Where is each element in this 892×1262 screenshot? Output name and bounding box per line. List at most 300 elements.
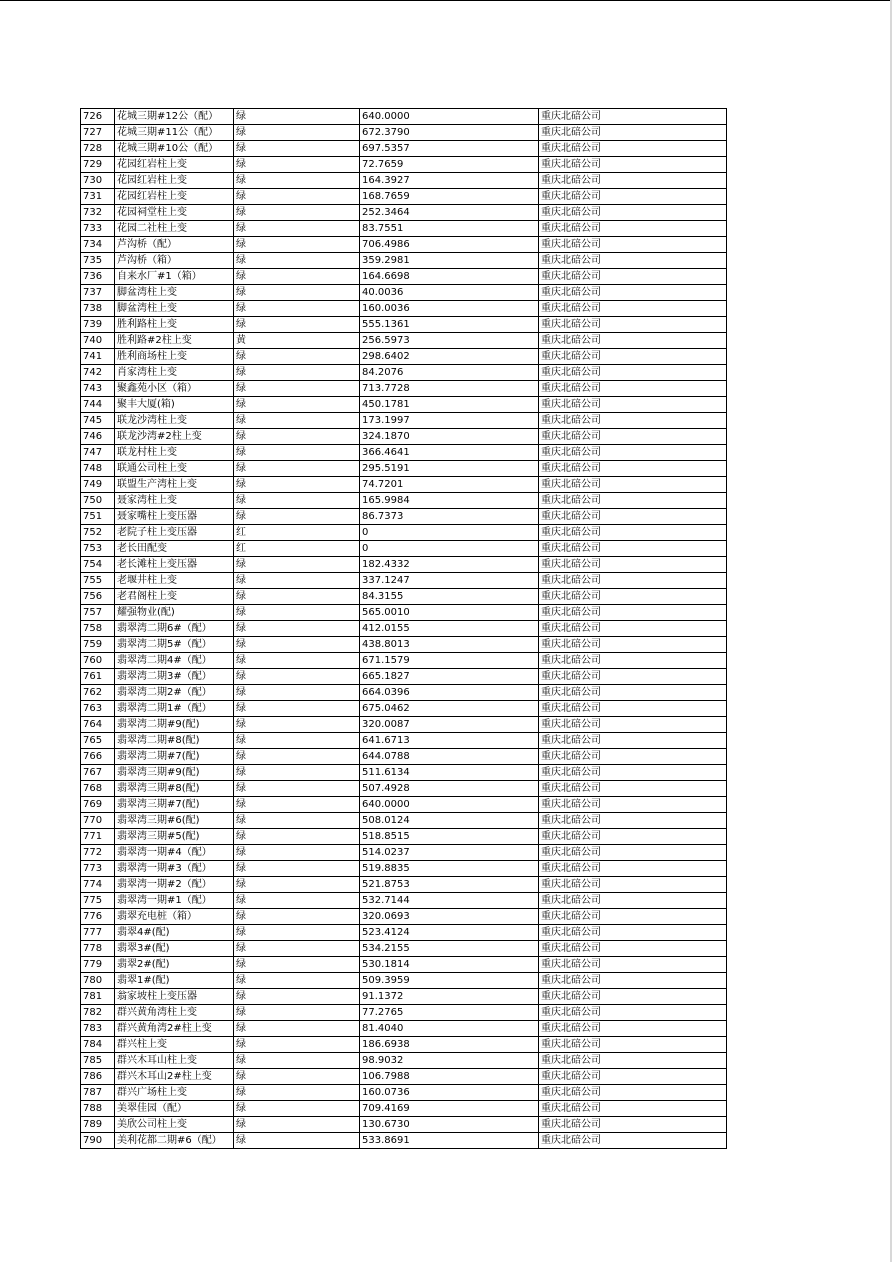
company-cell: 重庆北碚公司 — [539, 797, 727, 813]
value-cell: 706.4986 — [360, 237, 539, 253]
status-cell: 绿 — [234, 381, 360, 397]
status-cell: 绿 — [234, 669, 360, 685]
value-cell: 77.2765 — [360, 1005, 539, 1021]
table-row — [81, 621, 727, 637]
row-number-cell: 763 — [81, 701, 115, 717]
name-cell: 花城三期#10公（配） — [115, 141, 234, 157]
name-cell: 芦沟桥（箱） — [115, 253, 234, 269]
status-cell: 绿 — [234, 957, 360, 973]
status-cell: 绿 — [234, 797, 360, 813]
row-number-cell: 750 — [81, 493, 115, 509]
row-number-cell: 761 — [81, 669, 115, 685]
status-cell: 绿 — [234, 285, 360, 301]
table-row — [81, 381, 727, 397]
name-cell: 翡翠湾三期#7(配) — [115, 797, 234, 813]
row-number-cell: 771 — [81, 829, 115, 845]
name-cell: 翡翠湾三期#5(配) — [115, 829, 234, 845]
table-row — [81, 445, 727, 461]
name-cell: 美欣公司柱上变 — [115, 1117, 234, 1133]
row-number-cell: 753 — [81, 541, 115, 557]
company-cell: 重庆北碚公司 — [539, 637, 727, 653]
name-cell: 翡翠湾二期#8(配) — [115, 733, 234, 749]
status-cell: 绿 — [234, 893, 360, 909]
company-cell: 重庆北碚公司 — [539, 477, 727, 493]
name-cell: 翡翠湾二期6#（配） — [115, 621, 234, 637]
row-number-cell: 769 — [81, 797, 115, 813]
value-cell: 320.0087 — [360, 717, 539, 733]
status-cell: 绿 — [234, 237, 360, 253]
name-cell: 花园二社柱上变 — [115, 221, 234, 237]
status-cell: 绿 — [234, 461, 360, 477]
value-cell: 555.1361 — [360, 317, 539, 333]
table-row — [81, 541, 727, 557]
status-cell: 绿 — [234, 589, 360, 605]
value-cell: 84.3155 — [360, 589, 539, 605]
row-number-cell: 774 — [81, 877, 115, 893]
value-cell: 86.7373 — [360, 509, 539, 525]
value-cell: 106.7988 — [360, 1069, 539, 1085]
table-row — [81, 893, 727, 909]
row-number-cell: 764 — [81, 717, 115, 733]
status-cell: 绿 — [234, 1005, 360, 1021]
value-cell: 709.4169 — [360, 1101, 539, 1117]
company-cell: 重庆北碚公司 — [539, 749, 727, 765]
name-cell: 花园红岩柱上变 — [115, 189, 234, 205]
status-cell: 绿 — [234, 1069, 360, 1085]
value-cell: 640.0000 — [360, 109, 539, 125]
company-cell: 重庆北碚公司 — [539, 1085, 727, 1101]
company-cell: 重庆北碚公司 — [539, 925, 727, 941]
company-cell: 重庆北碚公司 — [539, 941, 727, 957]
value-cell: 533.8691 — [360, 1133, 539, 1149]
value-cell: 130.6730 — [360, 1117, 539, 1133]
table-row — [81, 301, 727, 317]
name-cell: 翡翠湾二期#9(配) — [115, 717, 234, 733]
value-cell: 84.2076 — [360, 365, 539, 381]
value-cell: 160.0036 — [360, 301, 539, 317]
row-number-cell: 790 — [81, 1133, 115, 1149]
status-cell: 绿 — [234, 125, 360, 141]
table-row — [81, 845, 727, 861]
table-row — [81, 333, 727, 349]
row-number-cell: 786 — [81, 1069, 115, 1085]
table-row — [81, 157, 727, 173]
name-cell: 老堰井柱上变 — [115, 573, 234, 589]
table-row — [81, 557, 727, 573]
value-cell: 83.7551 — [360, 221, 539, 237]
row-number-cell: 755 — [81, 573, 115, 589]
company-cell: 重庆北碚公司 — [539, 317, 727, 333]
value-cell: 164.3927 — [360, 173, 539, 189]
name-cell: 美利花都二期#6（配） — [115, 1133, 234, 1149]
name-cell: 花园红岩柱上变 — [115, 157, 234, 173]
company-cell: 重庆北碚公司 — [539, 845, 727, 861]
table-row — [81, 125, 727, 141]
row-number-cell: 759 — [81, 637, 115, 653]
row-number-cell: 754 — [81, 557, 115, 573]
status-cell: 绿 — [234, 1117, 360, 1133]
name-cell: 花园祠堂柱上变 — [115, 205, 234, 221]
value-cell: 320.0693 — [360, 909, 539, 925]
row-number-cell: 733 — [81, 221, 115, 237]
name-cell: 翡翠湾二期2#（配） — [115, 685, 234, 701]
value-cell: 508.0124 — [360, 813, 539, 829]
value-cell: 256.5973 — [360, 333, 539, 349]
value-cell: 160.0736 — [360, 1085, 539, 1101]
row-number-cell: 731 — [81, 189, 115, 205]
row-number-cell: 776 — [81, 909, 115, 925]
row-number-cell: 739 — [81, 317, 115, 333]
company-cell: 重庆北碚公司 — [539, 573, 727, 589]
status-cell: 绿 — [234, 733, 360, 749]
name-cell: 翡翠湾一期#1（配） — [115, 893, 234, 909]
company-cell: 重庆北碚公司 — [539, 877, 727, 893]
row-number-cell: 752 — [81, 525, 115, 541]
company-cell: 重庆北碚公司 — [539, 349, 727, 365]
table-row — [81, 653, 727, 669]
value-cell: 664.0396 — [360, 685, 539, 701]
company-cell: 重庆北碚公司 — [539, 189, 727, 205]
value-cell: 514.0237 — [360, 845, 539, 861]
row-number-cell: 756 — [81, 589, 115, 605]
name-cell: 翡翠3#(配) — [115, 941, 234, 957]
name-cell: 老长滩柱上变压器 — [115, 557, 234, 573]
company-cell: 重庆北碚公司 — [539, 461, 727, 477]
value-cell: 511.6134 — [360, 765, 539, 781]
name-cell: 群兴广场柱上变 — [115, 1085, 234, 1101]
status-cell: 绿 — [234, 365, 360, 381]
row-number-cell: 748 — [81, 461, 115, 477]
name-cell: 翡翠湾一期#2（配） — [115, 877, 234, 893]
status-cell: 绿 — [234, 157, 360, 173]
value-cell: 298.6402 — [360, 349, 539, 365]
table-row — [81, 701, 727, 717]
status-cell: 绿 — [234, 829, 360, 845]
row-number-cell: 787 — [81, 1085, 115, 1101]
company-cell: 重庆北碚公司 — [539, 893, 727, 909]
status-cell: 绿 — [234, 925, 360, 941]
row-number-cell: 762 — [81, 685, 115, 701]
company-cell: 重庆北碚公司 — [539, 909, 727, 925]
row-number-cell: 788 — [81, 1101, 115, 1117]
name-cell: 联龙沙湾柱上变 — [115, 413, 234, 429]
name-cell: 聂家嘴柱上变压器 — [115, 509, 234, 525]
table-row — [81, 349, 727, 365]
value-cell: 252.3464 — [360, 205, 539, 221]
row-number-cell: 751 — [81, 509, 115, 525]
status-cell: 绿 — [234, 189, 360, 205]
status-cell: 绿 — [234, 813, 360, 829]
company-cell: 重庆北碚公司 — [539, 333, 727, 349]
value-cell: 412.0155 — [360, 621, 539, 637]
name-cell: 翡翠湾一期#3（配） — [115, 861, 234, 877]
value-cell: 697.5357 — [360, 141, 539, 157]
table-row — [81, 909, 727, 925]
status-cell: 绿 — [234, 397, 360, 413]
table-row — [81, 941, 727, 957]
company-cell: 重庆北碚公司 — [539, 221, 727, 237]
company-cell: 重庆北碚公司 — [539, 125, 727, 141]
company-cell: 重庆北碚公司 — [539, 701, 727, 717]
row-number-cell: 775 — [81, 893, 115, 909]
status-cell: 绿 — [234, 637, 360, 653]
table-row — [81, 509, 727, 525]
company-cell: 重庆北碚公司 — [539, 205, 727, 221]
value-cell: 640.0000 — [360, 797, 539, 813]
status-cell: 绿 — [234, 509, 360, 525]
table-row — [81, 237, 727, 253]
status-cell: 红 — [234, 541, 360, 557]
row-number-cell: 728 — [81, 141, 115, 157]
status-cell: 绿 — [234, 1021, 360, 1037]
value-cell: 295.5191 — [360, 461, 539, 477]
company-cell: 重庆北碚公司 — [539, 509, 727, 525]
status-cell: 绿 — [234, 493, 360, 509]
name-cell: 翁家坡柱上变压器 — [115, 989, 234, 1005]
name-cell: 翡翠湾三期#8(配) — [115, 781, 234, 797]
value-cell: 0 — [360, 541, 539, 557]
company-cell: 重庆北碚公司 — [539, 237, 727, 253]
value-cell: 168.7659 — [360, 189, 539, 205]
table-row — [81, 189, 727, 205]
row-number-cell: 734 — [81, 237, 115, 253]
company-cell: 重庆北碚公司 — [539, 781, 727, 797]
status-cell: 绿 — [234, 429, 360, 445]
table-row — [81, 685, 727, 701]
table-row — [81, 1069, 727, 1085]
row-number-cell: 745 — [81, 413, 115, 429]
status-cell: 绿 — [234, 685, 360, 701]
company-cell: 重庆北碚公司 — [539, 589, 727, 605]
company-cell: 重庆北碚公司 — [539, 861, 727, 877]
name-cell: 翡翠湾二期5#（配） — [115, 637, 234, 653]
status-cell: 绿 — [234, 877, 360, 893]
table-row — [81, 973, 727, 989]
row-number-cell: 727 — [81, 125, 115, 141]
row-number-cell: 741 — [81, 349, 115, 365]
name-cell: 联龙村柱上变 — [115, 445, 234, 461]
table-row — [81, 957, 727, 973]
value-cell: 713.7728 — [360, 381, 539, 397]
row-number-cell: 726 — [81, 109, 115, 125]
name-cell: 老长田配变 — [115, 541, 234, 557]
name-cell: 翡翠湾一期#4（配） — [115, 845, 234, 861]
status-cell: 绿 — [234, 205, 360, 221]
value-cell: 450.1781 — [360, 397, 539, 413]
name-cell: 翡翠湾二期#7(配) — [115, 749, 234, 765]
company-cell: 重庆北碚公司 — [539, 397, 727, 413]
name-cell: 胜利路柱上变 — [115, 317, 234, 333]
table-row — [81, 1021, 727, 1037]
name-cell: 美翠佳园（配） — [115, 1101, 234, 1117]
value-cell: 518.8515 — [360, 829, 539, 845]
status-cell: 绿 — [234, 221, 360, 237]
status-cell: 绿 — [234, 413, 360, 429]
status-cell: 绿 — [234, 845, 360, 861]
status-cell: 绿 — [234, 701, 360, 717]
name-cell: 群兴木耳山2#柱上变 — [115, 1069, 234, 1085]
company-cell: 重庆北碚公司 — [539, 413, 727, 429]
row-number-cell: 765 — [81, 733, 115, 749]
status-cell: 绿 — [234, 1133, 360, 1149]
value-cell: 98.9032 — [360, 1053, 539, 1069]
company-cell: 重庆北碚公司 — [539, 1005, 727, 1021]
value-cell: 0 — [360, 525, 539, 541]
value-cell: 91.1372 — [360, 989, 539, 1005]
name-cell: 联盟生产湾柱上变 — [115, 477, 234, 493]
value-cell: 182.4332 — [360, 557, 539, 573]
company-cell: 重庆北碚公司 — [539, 733, 727, 749]
table-row — [81, 141, 727, 157]
status-cell: 绿 — [234, 253, 360, 269]
value-cell: 672.3790 — [360, 125, 539, 141]
name-cell: 翡翠2#(配) — [115, 957, 234, 973]
company-cell: 重庆北碚公司 — [539, 1117, 727, 1133]
status-cell: 绿 — [234, 909, 360, 925]
company-cell: 重庆北碚公司 — [539, 685, 727, 701]
company-cell: 重庆北碚公司 — [539, 717, 727, 733]
value-cell: 523.4124 — [360, 925, 539, 941]
name-cell: 耀强物业(配) — [115, 605, 234, 621]
name-cell: 翡翠1#(配) — [115, 973, 234, 989]
name-cell: 胜利商场柱上变 — [115, 349, 234, 365]
table-row — [81, 109, 727, 125]
row-number-cell: 778 — [81, 941, 115, 957]
status-cell: 绿 — [234, 557, 360, 573]
name-cell: 聚鑫苑小区（箱） — [115, 381, 234, 397]
name-cell: 联通公司柱上变 — [115, 461, 234, 477]
table-row — [81, 829, 727, 845]
value-cell: 534.2155 — [360, 941, 539, 957]
table-row — [81, 749, 727, 765]
company-cell: 重庆北碚公司 — [539, 1021, 727, 1037]
table-row — [81, 269, 727, 285]
company-cell: 重庆北碚公司 — [539, 365, 727, 381]
name-cell: 群兴木耳山柱上变 — [115, 1053, 234, 1069]
row-number-cell: 742 — [81, 365, 115, 381]
name-cell: 翡翠4#(配) — [115, 925, 234, 941]
table-row — [81, 877, 727, 893]
company-cell: 重庆北碚公司 — [539, 1037, 727, 1053]
name-cell: 花城三期#11公（配） — [115, 125, 234, 141]
value-cell: 644.0788 — [360, 749, 539, 765]
value-cell: 521.8753 — [360, 877, 539, 893]
status-cell: 绿 — [234, 317, 360, 333]
value-cell: 532.7144 — [360, 893, 539, 909]
status-cell: 绿 — [234, 989, 360, 1005]
table-row — [81, 397, 727, 413]
company-cell: 重庆北碚公司 — [539, 557, 727, 573]
table-row — [81, 317, 727, 333]
company-cell: 重庆北碚公司 — [539, 1053, 727, 1069]
row-number-cell: 783 — [81, 1021, 115, 1037]
row-number-cell: 747 — [81, 445, 115, 461]
table-row — [81, 781, 727, 797]
name-cell: 翡翠充电桩（箱） — [115, 909, 234, 925]
value-cell: 641.6713 — [360, 733, 539, 749]
row-number-cell: 743 — [81, 381, 115, 397]
status-cell: 绿 — [234, 141, 360, 157]
name-cell: 脚盆湾柱上变 — [115, 301, 234, 317]
status-cell: 绿 — [234, 173, 360, 189]
value-cell: 40.0036 — [360, 285, 539, 301]
company-cell: 重庆北碚公司 — [539, 1101, 727, 1117]
table-row — [81, 493, 727, 509]
status-cell: 绿 — [234, 349, 360, 365]
table-row — [81, 365, 727, 381]
company-cell: 重庆北碚公司 — [539, 445, 727, 461]
table-row — [81, 477, 727, 493]
data-table — [80, 108, 727, 1149]
value-cell: 164.6698 — [360, 269, 539, 285]
row-number-cell: 779 — [81, 957, 115, 973]
table-row — [81, 1053, 727, 1069]
company-cell: 重庆北碚公司 — [539, 1069, 727, 1085]
name-cell: 自来水厂#1（箱） — [115, 269, 234, 285]
company-cell: 重庆北碚公司 — [539, 765, 727, 781]
company-cell: 重庆北碚公司 — [539, 493, 727, 509]
table-row — [81, 813, 727, 829]
value-cell: 671.1579 — [360, 653, 539, 669]
row-number-cell: 729 — [81, 157, 115, 173]
status-cell: 绿 — [234, 1101, 360, 1117]
name-cell: 群兴黄角湾2#柱上变 — [115, 1021, 234, 1037]
row-number-cell: 732 — [81, 205, 115, 221]
row-number-cell: 789 — [81, 1117, 115, 1133]
status-cell: 绿 — [234, 941, 360, 957]
table-row — [81, 1005, 727, 1021]
row-number-cell: 738 — [81, 301, 115, 317]
row-number-cell: 746 — [81, 429, 115, 445]
status-cell: 绿 — [234, 109, 360, 125]
name-cell: 聚丰大厦(箱) — [115, 397, 234, 413]
row-number-cell: 737 — [81, 285, 115, 301]
table-row — [81, 589, 727, 605]
table-row — [81, 221, 727, 237]
status-cell: 绿 — [234, 717, 360, 733]
name-cell: 翡翠湾三期#9(配) — [115, 765, 234, 781]
row-number-cell: 730 — [81, 173, 115, 189]
status-cell: 绿 — [234, 973, 360, 989]
name-cell: 花城三期#12公（配） — [115, 109, 234, 125]
name-cell: 翡翠湾二期3#（配） — [115, 669, 234, 685]
value-cell: 359.2981 — [360, 253, 539, 269]
table-row — [81, 173, 727, 189]
table-row — [81, 1085, 727, 1101]
table-row — [81, 733, 727, 749]
status-cell: 绿 — [234, 1037, 360, 1053]
name-cell: 群兴柱上变 — [115, 1037, 234, 1053]
table-row — [81, 605, 727, 621]
table-row — [81, 429, 727, 445]
row-number-cell: 736 — [81, 269, 115, 285]
status-cell: 绿 — [234, 765, 360, 781]
company-cell: 重庆北碚公司 — [539, 813, 727, 829]
table-row — [81, 525, 727, 541]
table-row — [81, 717, 727, 733]
status-cell: 绿 — [234, 861, 360, 877]
table-row — [81, 669, 727, 685]
row-number-cell: 785 — [81, 1053, 115, 1069]
row-number-cell: 777 — [81, 925, 115, 941]
name-cell: 花园红岩柱上变 — [115, 173, 234, 189]
page-top-border — [0, 0, 892, 1]
row-number-cell: 781 — [81, 989, 115, 1005]
row-number-cell: 749 — [81, 477, 115, 493]
row-number-cell: 782 — [81, 1005, 115, 1021]
company-cell: 重庆北碚公司 — [539, 541, 727, 557]
name-cell: 群兴黄角湾柱上变 — [115, 1005, 234, 1021]
